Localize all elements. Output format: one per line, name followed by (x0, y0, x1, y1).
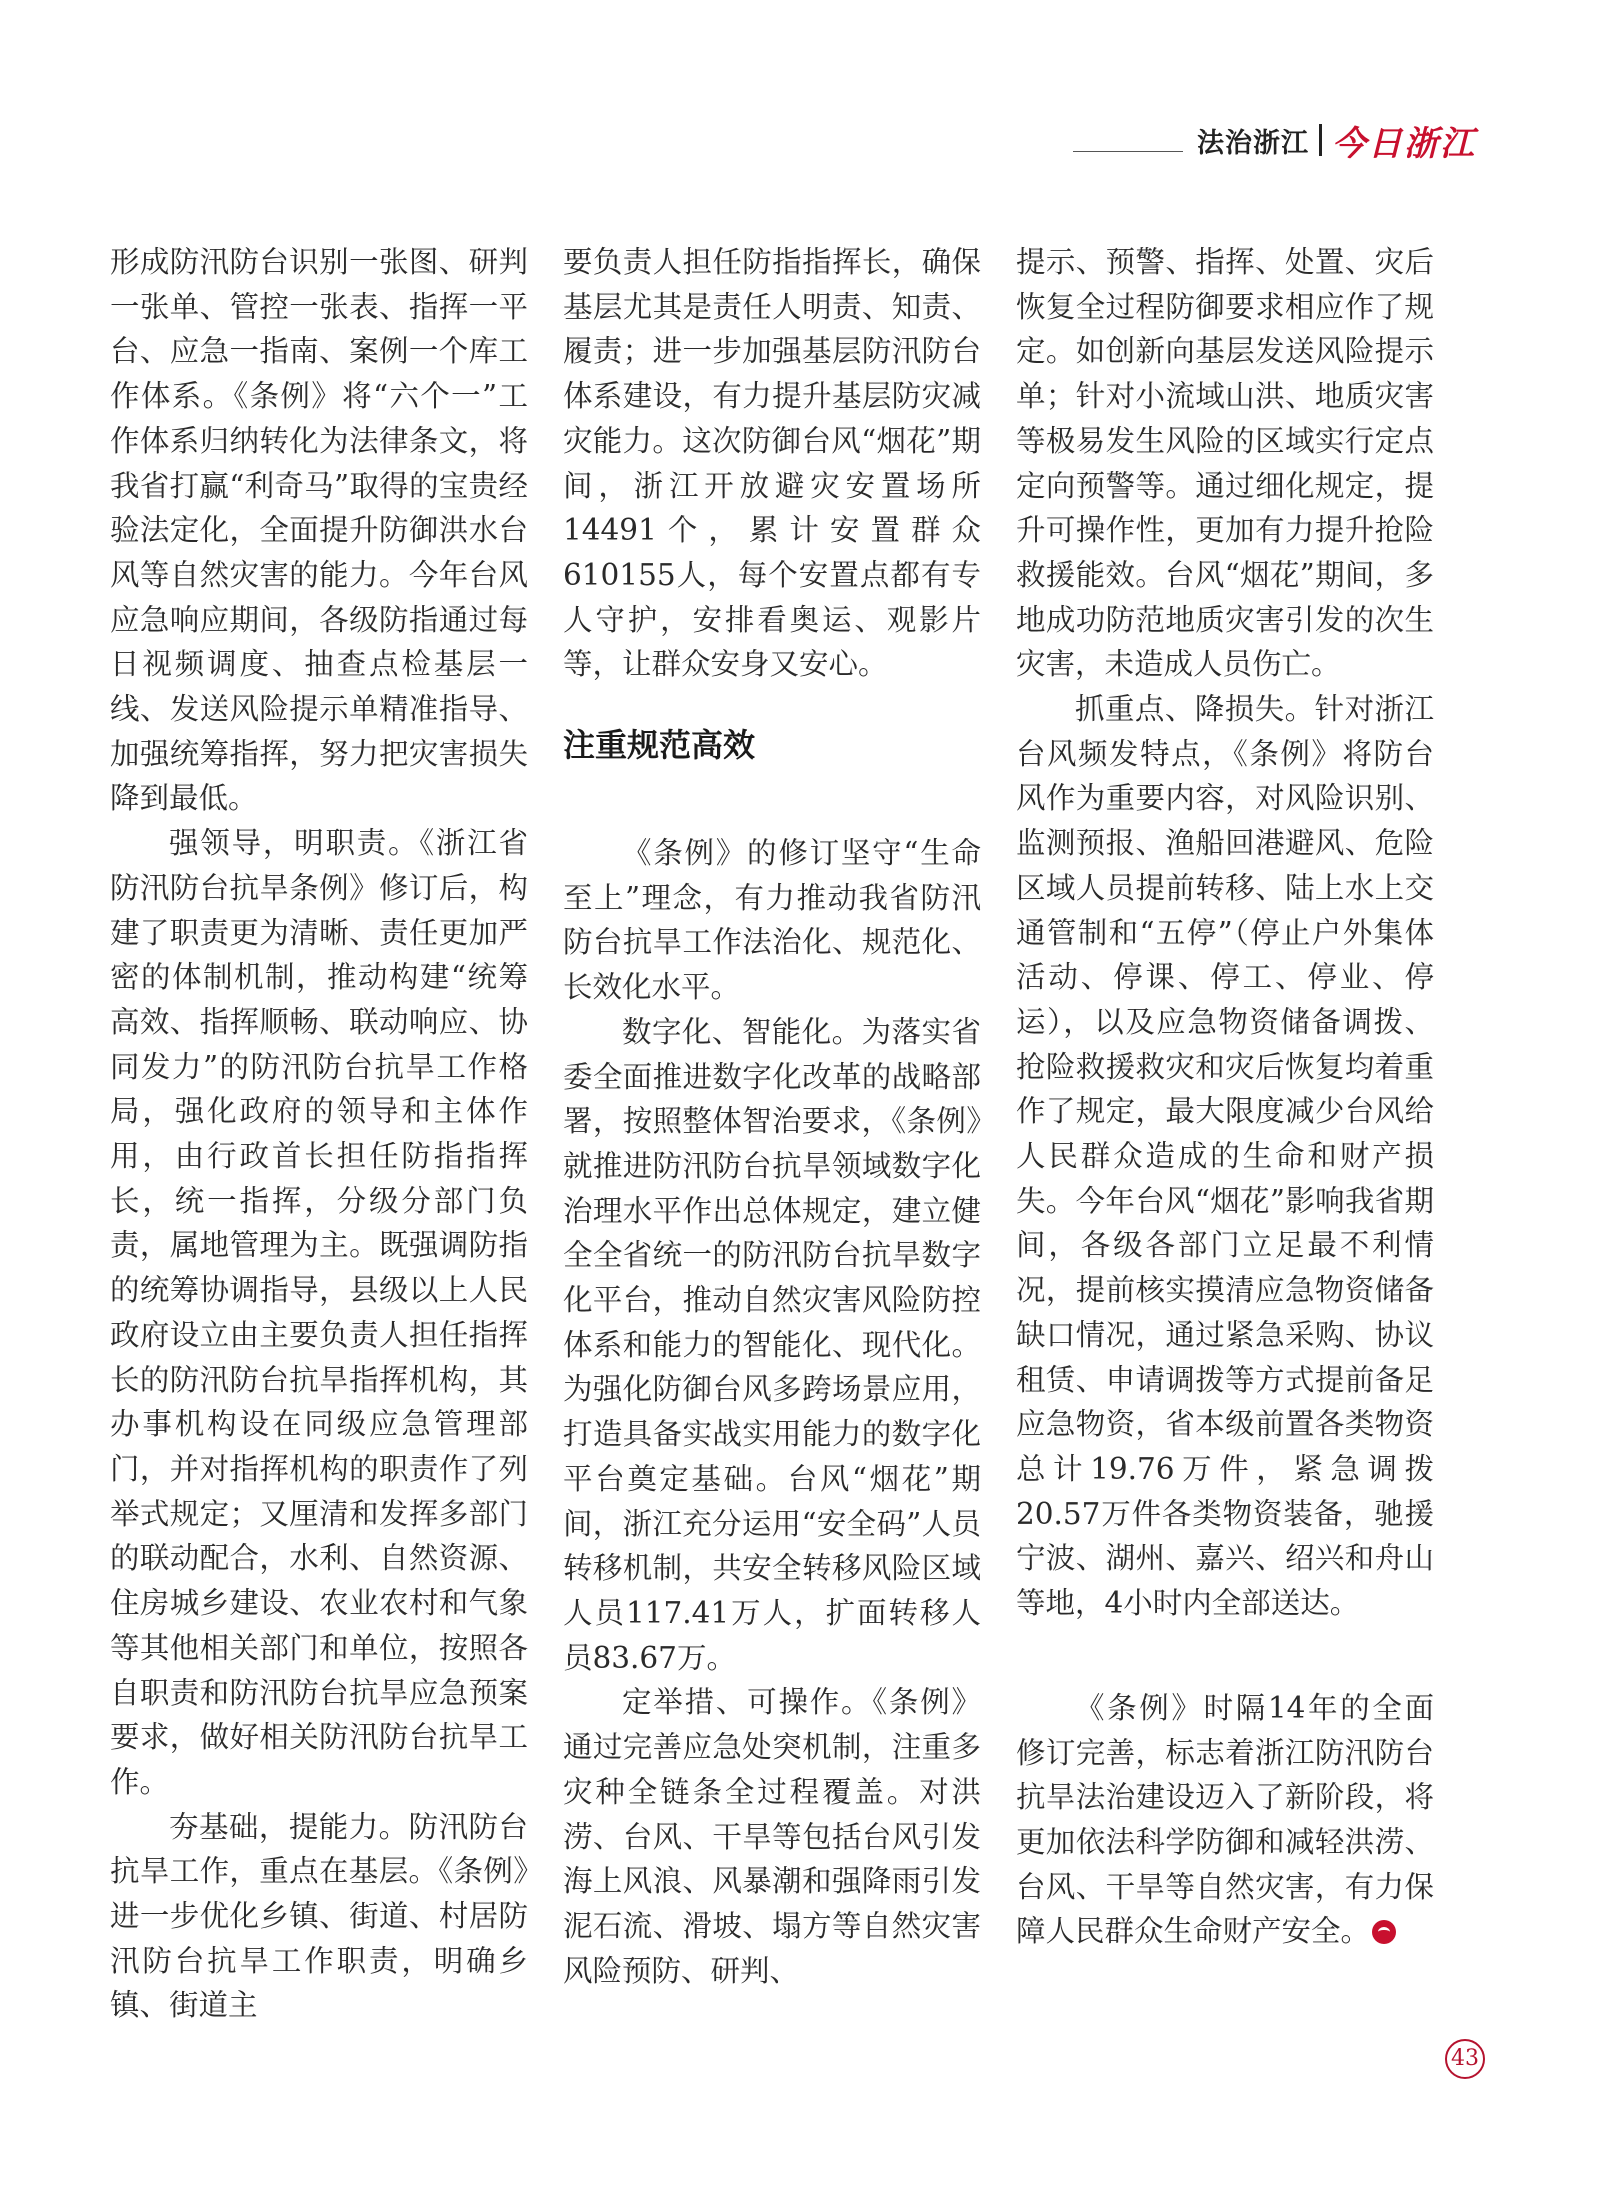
paragraph: 强领导，明职责。《浙江省防汛防台抗旱条例》修订后，构建了职责更为清晰、责任更加严密的体制机制，推动构建“统筹高效、指挥顺畅、联动响应、协同发力”的防汛防台抗旱工作格局，强化政府的领导和主体作用，由行政首长担任防指指挥长，统一指挥，分级分部门负责，属地管理为主。既强调防指的统筹协调指导，县级以上人民政府设立由主要负责人担任指挥长的防汛防台抗旱指挥机构，其办事机构设在同级应急管理部门，并对指挥机构的职责作了列举式规定；又厘清和发挥多部门的联动配合，水利、自然资源、住房城乡建设、农业农村和气象等其他相关部门和单位，按照各自职责和防汛防台抗旱应急预案要求，做好相关防汛防台抗旱工作。 (110, 826, 528, 1799)
paragraph: 《条例》的修订坚守“生命至上”理念，有力推动我省防汛防台抗旱工作法治化、规范化、长效化水平。 (563, 836, 981, 1005)
header-divider (1319, 124, 1322, 156)
paragraph: 夯基础，提能力。防汛防台抗旱工作，重点在基层。《条例》进一步优化乡镇、街道、村居防汛防台抗旱工作职责，明确乡镇、街道主 (110, 1809, 528, 2023)
page-header (1073, 118, 1476, 162)
page-number: 43 (1445, 2039, 1485, 2079)
paragraph: 要负责人担任防指指挥长，确保基层尤其是责任人明责、知责、履责；进一步加强基层防汛防台体系建设，有力提升基层防灾减灾能力。这次防御台风“烟花”期间，浙江开放避灾安置场所14491个，累计安置群众610155人，每个安置点都有专人守护，安排看奥运、观影片等，让群众安身又安心。 (563, 245, 981, 682)
magazine-logo: 今日浙江 (1332, 123, 1476, 164)
closing-paragraph (1016, 1686, 1434, 1954)
end-mark-icon (1372, 1920, 1396, 1944)
paragraph: 数字化、智能化。为落实省委全面推进数字化改革的战略部署，按照整体智治要求，《条例》就推进防汛防台抗旱领域数字化治理水平作出总体规定，建立健全全省统一的防汛防台抗旱数字化平台，推动自然灾害风险防控体系和能力的智能化、现代化。为强化防御台风多跨场景应用，打造具备实战实用能力的数字化平台奠定基础。台风“烟花”期间，浙江充分运用“安全码”人员转移机制，共安全转移风险区域人员117.41万人，扩面转移人员83.67万。 (563, 1014, 981, 1675)
paragraph: 抓重点、降损失。针对浙江台风频发特点，《条例》将防台风作为重要内容，对风险识别、监测预报、渔船回港避风、危险区域人员提前转移、陆上水上交通管制和“五停”（停止户外集体活动、停课、停工、停业、停运），以及应急物资储备调拨、抢险救援救灾和灾后恢复均着重作了规定，最大限度减少台风给人民群众造成的生命和财产损失。今年台风“烟花”影响我省期间，各级各部门立足最不利情况，提前核实摸清应急物资储备缺口情况，通过紧急采购、协议租赁、申请调拨等方式提前备足应急物资，省本级前置各类物资总计19.76万件，紧急调拨20.57万件各类物资装备，驰援宁波、湖州、嘉兴、绍兴和舟山等地，4小时内全部送达。 (1016, 692, 1434, 1621)
closing-text: 《条例》时隔14年的全面修订完善，标志着浙江防汛防台抗旱法治建设迈入了新阶段，将更加依法科学防御和减轻洪涝、台风、干旱等自然灾害，有力保障人民群众生命财产安全。 (1016, 1690, 1434, 1949)
paragraph: 提示、预警、指挥、处置、灾后恢复全过程防御要求相应作了规定。如创新向基层发送风险提示单；针对小流域山洪、地质灾害等极易发生风险的区域实行定点定向预警等。通过细化规定，提升可操作性，更加有力提升抢险救援能效。台风“烟花”期间，多地成功防范地质灾害引发的次生灾害，未造成人员伤亡。 (1016, 245, 1434, 682)
section-name: 法治浙江 (1197, 127, 1309, 159)
paragraph: 定举措、可操作。《条例》通过完善应急处突机制，注重多灾种全链条全过程覆盖。对洪涝、台风、干旱等包括台风引发海上风浪、风暴潮和强降雨引发泥石流、滑坡、塌方等自然灾害风险预防、研判、 (563, 1685, 981, 1988)
article-column-3 (1016, 240, 1434, 1954)
section-subheading: 注重规范高效 (563, 726, 756, 765)
header-rule (1073, 151, 1183, 152)
article-column-2 (563, 240, 981, 1993)
article-column-1 (110, 240, 528, 2028)
paragraph: 形成防汛防台识别一张图、研判一张单、管控一张表、指挥一平台、应急一指南、案例一个库工作体系。《条例》将“六个一”工作体系归纳转化为法律条文，将我省打赢“利奇马”取得的宝贵经验法定化，全面提升防御洪水台风等自然灾害的能力。今年台风应急响应期间，各级防指通过每日视频调度、抽查点检基层一线、发送风险提示单精准指导、加强统筹指挥，努力把灾害损失降到最低。 (110, 245, 528, 816)
